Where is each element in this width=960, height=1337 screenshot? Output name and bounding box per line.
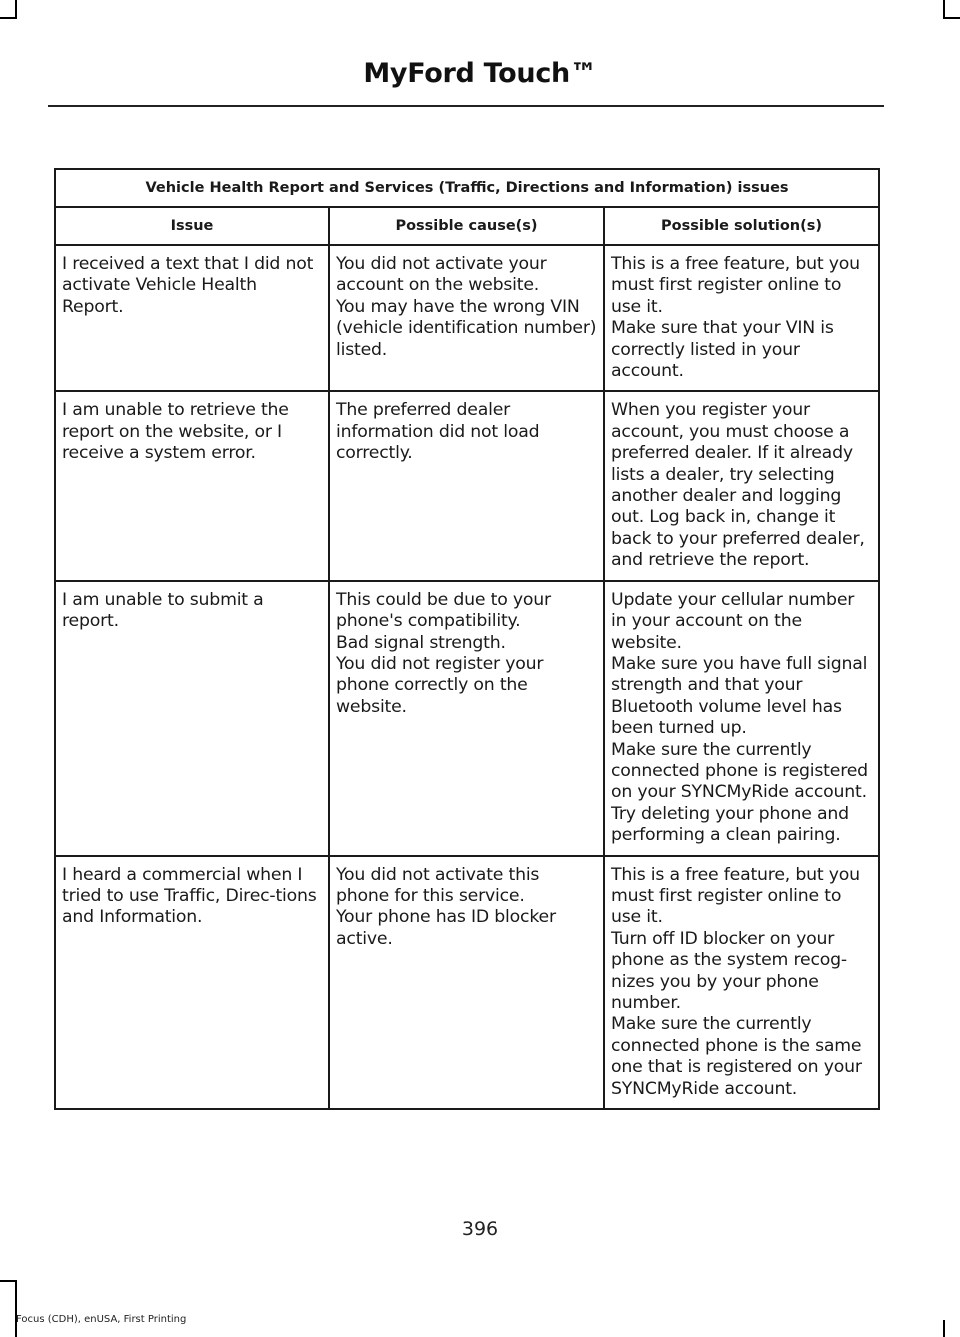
issue-cell (55, 581, 329, 856)
crop-mark (0, 17, 17, 19)
solution-cell (604, 581, 879, 856)
solution-text: Turn off ID blocker on your phone as the system recog-nizes you by your phone number. (611, 928, 847, 1013)
issue-cell (55, 245, 329, 391)
page-number: 396 (461, 1218, 499, 1240)
issue-cell (55, 856, 329, 1109)
issue-text: I received a text that I did not activate Vehicle Health Report. (62, 254, 314, 317)
cause-text: You did not activate your account on the website. (336, 254, 547, 296)
solution-text: Try deleting your phone and performing a clean pairing. (611, 803, 849, 846)
solution-cell (604, 245, 879, 391)
crop-mark (943, 1320, 945, 1337)
cause-text: Your phone has ID blocker active. (336, 907, 556, 949)
column-header-issue: Issue (55, 207, 329, 245)
vehicle-health-report-table (54, 168, 880, 1110)
solution-text: Make sure the currently connected phone is the same one that is registered on your SYNCMyRide account. (611, 1014, 862, 1099)
crop-mark (15, 1280, 17, 1337)
table-row (55, 245, 879, 391)
issue-text: I am unable to submit a report. (62, 589, 264, 632)
column-header-causes: Possible cause(s) (329, 207, 604, 245)
solution-text: This is a free feature, but you must first register online to use it. (611, 254, 860, 317)
cause-text: Bad signal strength. (336, 632, 506, 653)
cause-text: This could be due to your phone's compatibility. (336, 589, 551, 632)
crop-mark (0, 1280, 17, 1282)
table-caption: Vehicle Health Report and Services (Traffic, Directions and Information) issues (55, 169, 879, 207)
table-row (55, 581, 879, 856)
cause-cell (329, 856, 604, 1109)
page-title: MyFord Touch™ (363, 58, 597, 89)
solution-cell (604, 391, 879, 580)
solution-text: Make sure you have full signal strength and that your Bluetooth volume level has been turned up. (611, 653, 868, 739)
cause-text: The preferred dealer information did not load correctly. (336, 400, 540, 464)
cause-cell (329, 245, 604, 391)
table-row (55, 856, 879, 1109)
footer-note: Focus (CDH), enUSA, First Printing (16, 1314, 187, 1325)
table-caption-row (55, 169, 879, 207)
solution-text: When you register your account, you must choose a preferred dealer. If it already lists a dealer, try selecting another dealer and logging out. Log back in, change it back to your preferred dealer, and retrieve the report. (611, 400, 865, 571)
cause-text: You did not activate this phone for this service. (336, 864, 540, 906)
issue-text: I heard a commercial when I tried to use Traffic, Direc-tions and Information. (62, 864, 317, 928)
solution-text: Make sure the currently connected phone is registered on your SYNCMyRide account. (611, 739, 868, 803)
table-header-row (55, 207, 879, 245)
solution-text: Make sure that your VIN is correctly listed in your account. (611, 318, 834, 382)
header-divider (48, 105, 884, 107)
solution-cell (604, 856, 879, 1109)
cause-text: You may have the wrong VIN (vehicle identification number) listed. (336, 296, 597, 360)
table-row (55, 391, 879, 580)
issue-cell (55, 391, 329, 580)
solution-text: Update your cellular number in your account on the website. (611, 589, 855, 653)
cause-text: You did not register your phone correctly on the website. (336, 653, 544, 717)
cause-cell (329, 391, 604, 580)
issue-text: I am unable to retrieve the report on the website, or I receive a system error. (62, 400, 289, 464)
cause-cell (329, 581, 604, 856)
crop-mark (943, 17, 960, 19)
solution-text: This is a free feature, but you must first register online to use it. (611, 864, 860, 928)
column-header-solutions: Possible solution(s) (604, 207, 879, 245)
crop-mark (15, 0, 17, 18)
crop-mark (943, 0, 945, 18)
